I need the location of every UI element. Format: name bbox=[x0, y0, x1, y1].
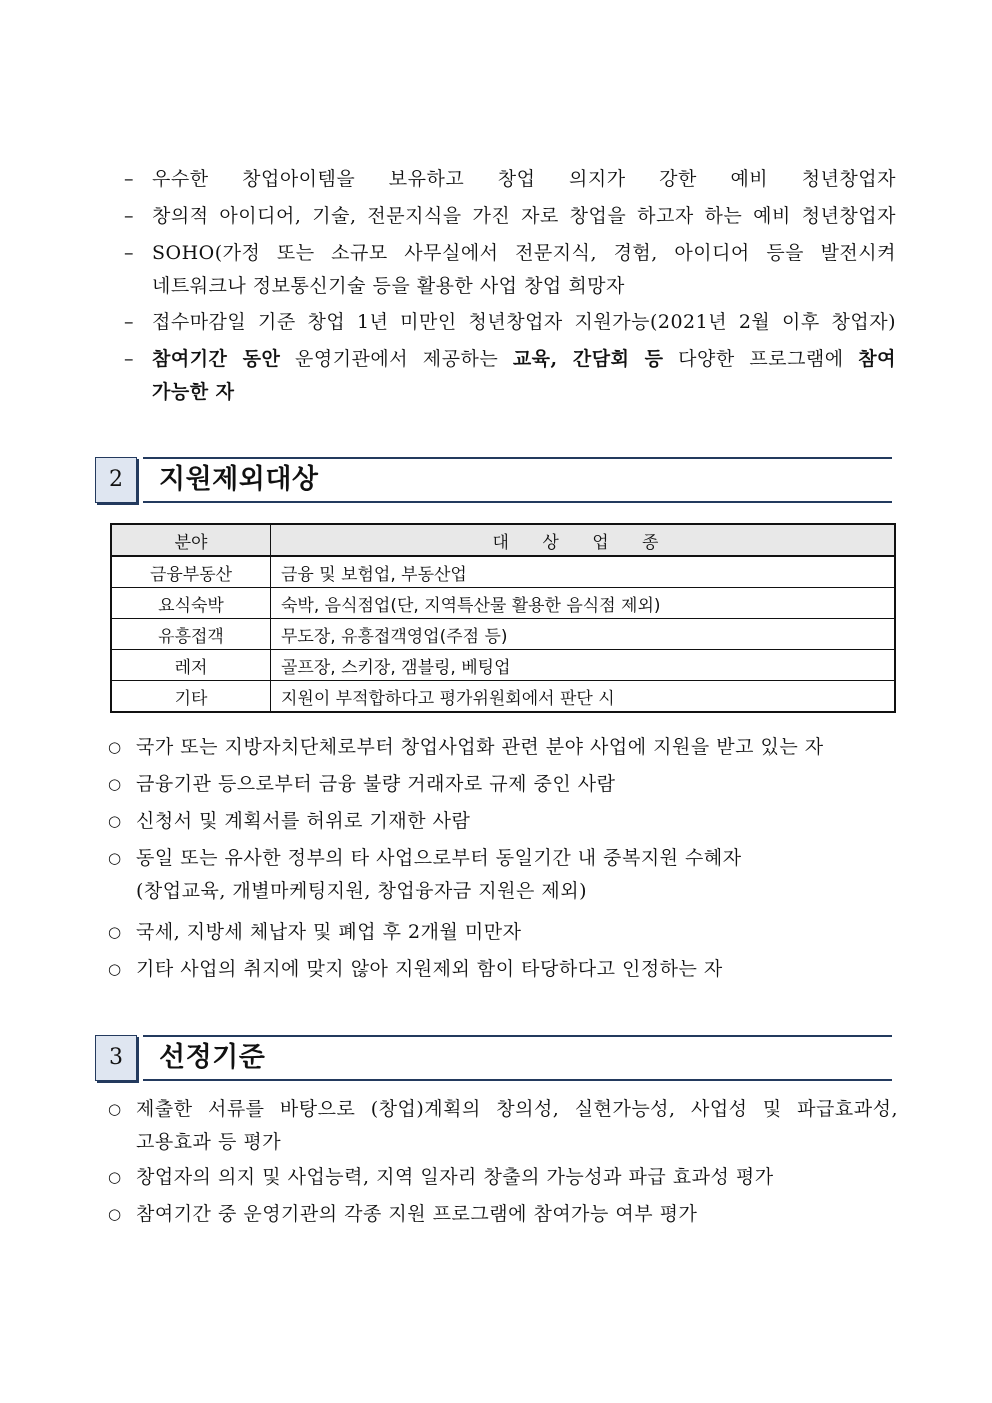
section-rule bbox=[143, 457, 892, 459]
section-header bbox=[95, 1035, 892, 1081]
section-number: 3 bbox=[95, 1035, 137, 1081]
section-title: 지원제외대상 bbox=[159, 464, 319, 495]
table-header-row bbox=[111, 524, 895, 556]
eligibility-item-text bbox=[152, 343, 896, 376]
criteria-item-text: 참여기간 중 운영기관의 각종 지원 프로그램에 참여가능 여부 평가 bbox=[136, 1203, 698, 1225]
eligibility-item-text: 우수한 창업아이템을 보유하고 창업 의지가 강한 예비 청년창업자 bbox=[152, 168, 896, 190]
eligibility-item bbox=[124, 343, 896, 409]
exclusion-item-text: 금융기관 등으로부터 금융 불량 거래자로 규제 중인 사람 bbox=[136, 773, 616, 795]
table-header-cell: 분야 bbox=[111, 524, 271, 556]
circle-bullet: ○ bbox=[108, 738, 122, 756]
circle-bullet: ○ bbox=[108, 960, 122, 978]
criteria-item-text-cont: 고용효과 등 평가 bbox=[136, 1131, 282, 1153]
exclusion-item bbox=[108, 916, 898, 949]
plain-text: 운영기관에서 제공하는 bbox=[280, 348, 513, 370]
plain-text: 다양한 프로그램에 bbox=[663, 348, 859, 370]
table-cell: 골프장, 스키장, 갬블링, 베팅업 bbox=[271, 650, 896, 681]
bold-text: 참여기간 동안 bbox=[152, 348, 281, 370]
criteria-item bbox=[108, 1198, 898, 1231]
bold-text: 교육, 간담회 등 bbox=[512, 348, 664, 370]
table-cell: 숙박, 음식점업(단, 지역특산물 활용한 음식점 제외) bbox=[271, 588, 896, 619]
eligibility-item-text: 창의적 아이디어, 기술, 전문지식을 가진 자로 창업을 하고자 하는 예비 청년창업자 bbox=[152, 205, 896, 227]
table-row bbox=[111, 556, 895, 588]
bold-text: 참여 bbox=[858, 348, 896, 370]
criteria-item-text: 창업자의 의지 및 사업능력, 지역 일자리 창출의 가능성과 파급 효과성 평가 bbox=[136, 1166, 774, 1188]
table-cell: 요식숙박 bbox=[111, 588, 271, 619]
eligibility-item bbox=[124, 200, 896, 233]
exclusion-item-text: 기타 사업의 취지에 맞지 않아 지원제외 함이 타당하다고 인정하는 자 bbox=[136, 958, 723, 980]
circle-bullet: ○ bbox=[108, 849, 122, 867]
exclusion-item-text: 국가 또는 지방자치단체로부터 창업사업화 관련 분야 사업에 지원을 받고 있는 자 bbox=[136, 736, 824, 758]
eligibility-item bbox=[124, 237, 896, 303]
table-cell: 금융 및 보험업, 부동산업 bbox=[271, 556, 896, 588]
section-rule bbox=[143, 501, 892, 503]
exclusion-table bbox=[110, 523, 896, 713]
circle-bullet: ○ bbox=[108, 1168, 122, 1186]
criteria-item bbox=[108, 1161, 898, 1194]
dash-bullet: – bbox=[124, 168, 134, 190]
table-row bbox=[111, 588, 895, 619]
exclusion-item-text: 신청서 및 계획서를 허위로 기재한 사람 bbox=[136, 810, 471, 832]
eligibility-item bbox=[124, 163, 896, 196]
dash-bullet: – bbox=[124, 205, 134, 227]
table-row bbox=[111, 650, 895, 681]
circle-bullet: ○ bbox=[108, 812, 122, 830]
table-cell: 유흥접객 bbox=[111, 619, 271, 650]
section-rule bbox=[143, 1035, 892, 1037]
dash-bullet: – bbox=[124, 348, 134, 370]
table-cell: 금융부동산 bbox=[111, 556, 271, 588]
exclusion-item bbox=[108, 805, 898, 838]
dash-bullet: – bbox=[124, 311, 134, 333]
eligibility-item-text-cont: 네트워크나 정보통신기술 등을 활용한 사업 창업 희망자 bbox=[152, 275, 625, 297]
exclusion-item bbox=[108, 953, 898, 986]
section-header bbox=[95, 457, 892, 503]
exclusion-item bbox=[108, 842, 898, 908]
criteria-item-text: 제출한 서류를 바탕으로 (창업)계획의 창의성, 실현가능성, 사업성 및 파급효과성, bbox=[136, 1098, 898, 1120]
exclusion-item bbox=[108, 768, 898, 801]
table-header-cell: 대 상 업 종 bbox=[271, 524, 896, 556]
eligibility-item-text-cont bbox=[152, 376, 896, 409]
table-cell: 무도장, 유흥접객영업(주점 등) bbox=[271, 619, 896, 650]
table-row bbox=[111, 619, 895, 650]
section-title: 선정기준 bbox=[159, 1042, 266, 1073]
section-number: 2 bbox=[95, 457, 137, 503]
table-cell: 기타 bbox=[111, 681, 271, 713]
exclusion-item-note: (창업교육, 개별마케팅지원, 창업융자금 지원은 제외) bbox=[136, 880, 587, 902]
eligibility-item bbox=[124, 306, 896, 339]
exclusion-item bbox=[108, 731, 898, 764]
table-row bbox=[111, 681, 895, 713]
bold-text: 가능한 자 bbox=[152, 381, 235, 403]
eligibility-item-text: 접수마감일 기준 창업 1년 미만인 청년창업자 지원가능(2021년 2월 이후 창업자) bbox=[152, 311, 896, 333]
criteria-item bbox=[108, 1093, 898, 1159]
dash-bullet: – bbox=[124, 242, 134, 264]
circle-bullet: ○ bbox=[108, 1205, 122, 1223]
eligibility-item-text: SOHO(가정 또는 소규모 사무실에서 전문지식, 경험, 아이디어 등을 발전시켜 bbox=[152, 242, 896, 264]
section-rule bbox=[143, 1079, 892, 1081]
exclusion-item-text: 국세, 지방세 체납자 및 폐업 후 2개월 미만자 bbox=[136, 921, 522, 943]
table-cell: 지원이 부적합하다고 평가위원회에서 판단 시 bbox=[271, 681, 896, 713]
circle-bullet: ○ bbox=[108, 1100, 122, 1118]
circle-bullet: ○ bbox=[108, 923, 122, 941]
circle-bullet: ○ bbox=[108, 775, 122, 793]
exclusion-item-text: 동일 또는 유사한 정부의 타 사업으로부터 동일기간 내 중복지원 수혜자 bbox=[136, 847, 742, 869]
table-cell: 레저 bbox=[111, 650, 271, 681]
